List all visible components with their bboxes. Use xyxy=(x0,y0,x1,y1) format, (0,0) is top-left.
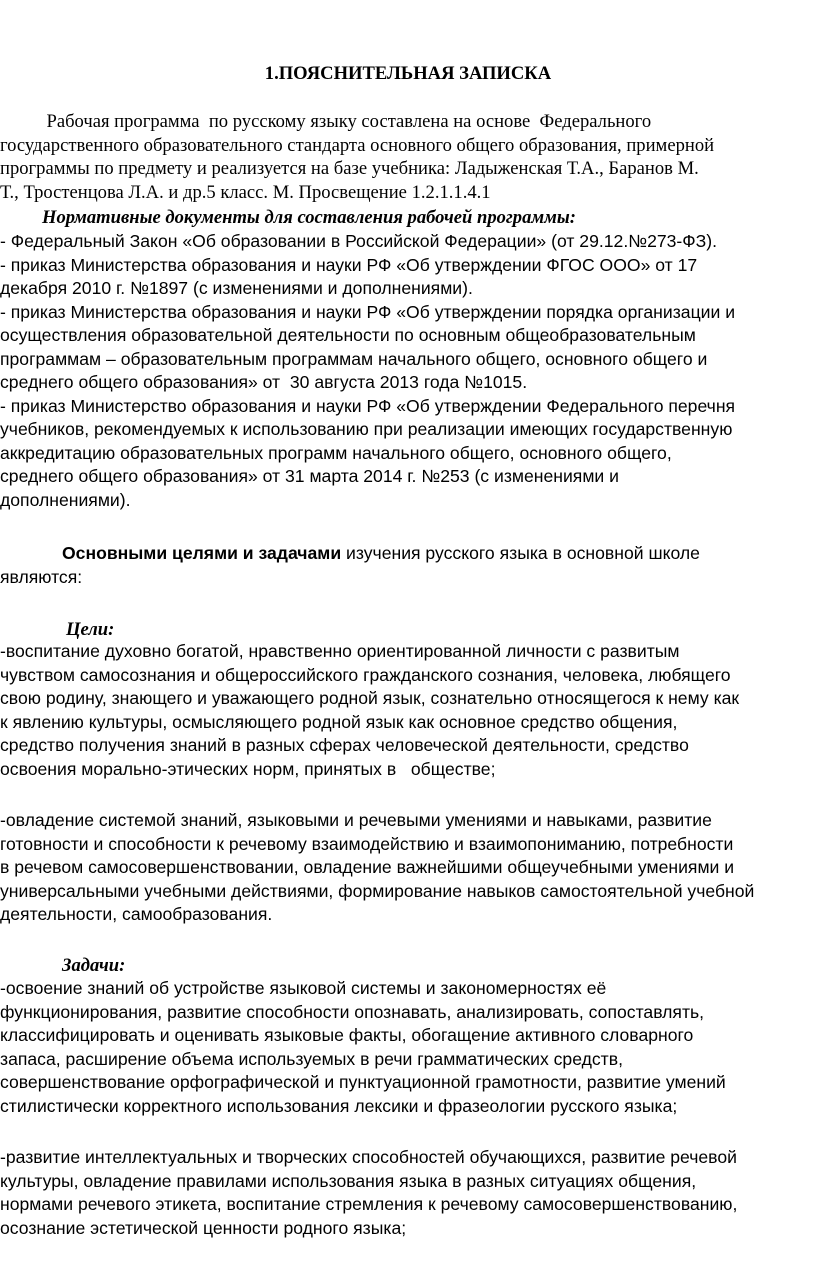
norm-line: - приказ Министерство образования и науки РФ «Об утверждении Федерального перечня xyxy=(0,395,736,416)
norm-line: декабря 2010 г. №1897 (с изменениями и дополнениями). xyxy=(0,278,473,298)
norm-line: - Федеральный Закон «Об образовании в Российской Федерации» (от 29.12.№273-ФЗ). xyxy=(0,231,718,251)
goal-line: готовности и способности к речевому взаимодействию и взаимопониманию, потребности xyxy=(0,833,734,854)
task-line: стилистически корректного использования лексики и фразеологии русского языка; xyxy=(0,1095,678,1116)
goal-line: средство получения знаний в разных сферах человеческой деятельности, средство xyxy=(0,735,689,755)
task-line: -развитие интеллектуальных и творческих способностей обучающихся, развитие речевой xyxy=(0,1147,737,1167)
goal-line: универсальными учебными действиями, формирование навыков самостоятельной учебной xyxy=(0,880,755,901)
norm-list xyxy=(0,230,816,512)
goal-line: деятельности, самообразования. xyxy=(0,904,273,924)
task-line: нормами речевого этикета, воспитание стремления к речевому самосовершенствованию, xyxy=(0,1194,738,1214)
goal-line: свою родину, знающего и уважающего родной язык, сознательно относящегося к нему как xyxy=(0,688,740,708)
goal-line: чувством самосознания и общероссийского гражданского сознания, человека, любящего xyxy=(0,664,731,685)
norm-line: - приказ Министерства образования и науки РФ «Об утверждении порядка организации и xyxy=(0,301,736,322)
intro-line: Рабочая программа по русскому языку составлена на основе Федерального xyxy=(0,111,652,132)
task-line: осознание эстетической ценности родного языка; xyxy=(0,1217,407,1238)
goals-heading: Цели: xyxy=(66,619,115,640)
goal-2 xyxy=(0,809,816,927)
goal-line: -овладение системой знаний, языковыми и речевыми умениями и навыками, развитие xyxy=(0,810,712,830)
goals-intro xyxy=(0,542,816,589)
norm-line: аккредитацию образовательных программ начального общего, основного общего, xyxy=(0,442,672,463)
intro-line: Т., Тростенцова Л.А. и др.5 класс. М. Просвещение 1.2.1.1.4.1 xyxy=(0,181,491,203)
norm-heading: Нормативные документы для составления рабочей программы: xyxy=(42,207,576,228)
task-1 xyxy=(0,977,816,1118)
norm-line: среднего общего образования» от 31 марта 2014 г. №253 (с изменениями и xyxy=(0,466,619,486)
intro-line: государственного образовательного стандарта основного общего образования, примерной xyxy=(0,134,715,156)
norm-line: среднего общего образования» от 30 августа 2013 года №1015. xyxy=(0,372,528,392)
tasks-heading: Задачи: xyxy=(62,955,126,976)
task-line: функционирования, развитие способности опознавать, анализировать, сопоставлять, xyxy=(0,1001,705,1022)
goals-intro-text: изучения русского языка в основной школе xyxy=(341,543,700,563)
task-line: -освоение знаний об устройстве языковой системы и закономерностях её xyxy=(0,978,607,998)
goals-intro-line: являются: xyxy=(0,566,83,587)
goals-intro-line xyxy=(0,542,816,566)
task-line: классифицировать и оценивать языковые факты, обогащение активного словарного xyxy=(0,1025,694,1045)
goals-intro-bold: Основными целями и задачами xyxy=(62,543,342,563)
norm-line: дополнениями). xyxy=(0,489,131,510)
document-title: 1.ПОЯСНИТЕЛЬНАЯ ЗАПИСКА xyxy=(264,63,552,84)
norm-line: осуществления образовательной деятельности по основным общеобразовательным xyxy=(0,325,696,345)
task-line: запаса, расширение объема используемых в речи грамматических средств, xyxy=(0,1048,623,1069)
task-line: культуры, овладение правилами использования языка в разных ситуациях общения, xyxy=(0,1170,697,1191)
norm-line: учебников, рекомендуемых к использованию при реализации имеющих государственную xyxy=(0,419,733,439)
task-line: совершенствование орфографической и пунктуационной грамотности, развитие умений xyxy=(0,1072,726,1092)
norm-line: программам – образовательным программам начального общего, основного общего и xyxy=(0,348,708,369)
norm-line: - приказ Министерства образования и науки РФ «Об утверждении ФГОС ООО» от 17 xyxy=(0,254,698,275)
goal-line: к явлению культуры, осмысляющего родной язык как основное средство общения, xyxy=(0,711,678,732)
goal-line: -воспитание духовно богатой, нравственно ориентированной личности с развитым xyxy=(0,641,680,661)
goal-1 xyxy=(0,640,816,781)
intro-line: программы по предмету и реализуется на базе учебника: Ладыженская Т.А., Баранов М. xyxy=(0,158,699,179)
task-2 xyxy=(0,1146,816,1240)
intro-paragraph xyxy=(0,110,816,204)
goal-line: в речевом самосовершенствовании, овладение важнейшими общеучебными умениями и xyxy=(0,857,735,877)
goal-line: освоения морально-этических норм, принятых в обществе; xyxy=(0,758,496,779)
